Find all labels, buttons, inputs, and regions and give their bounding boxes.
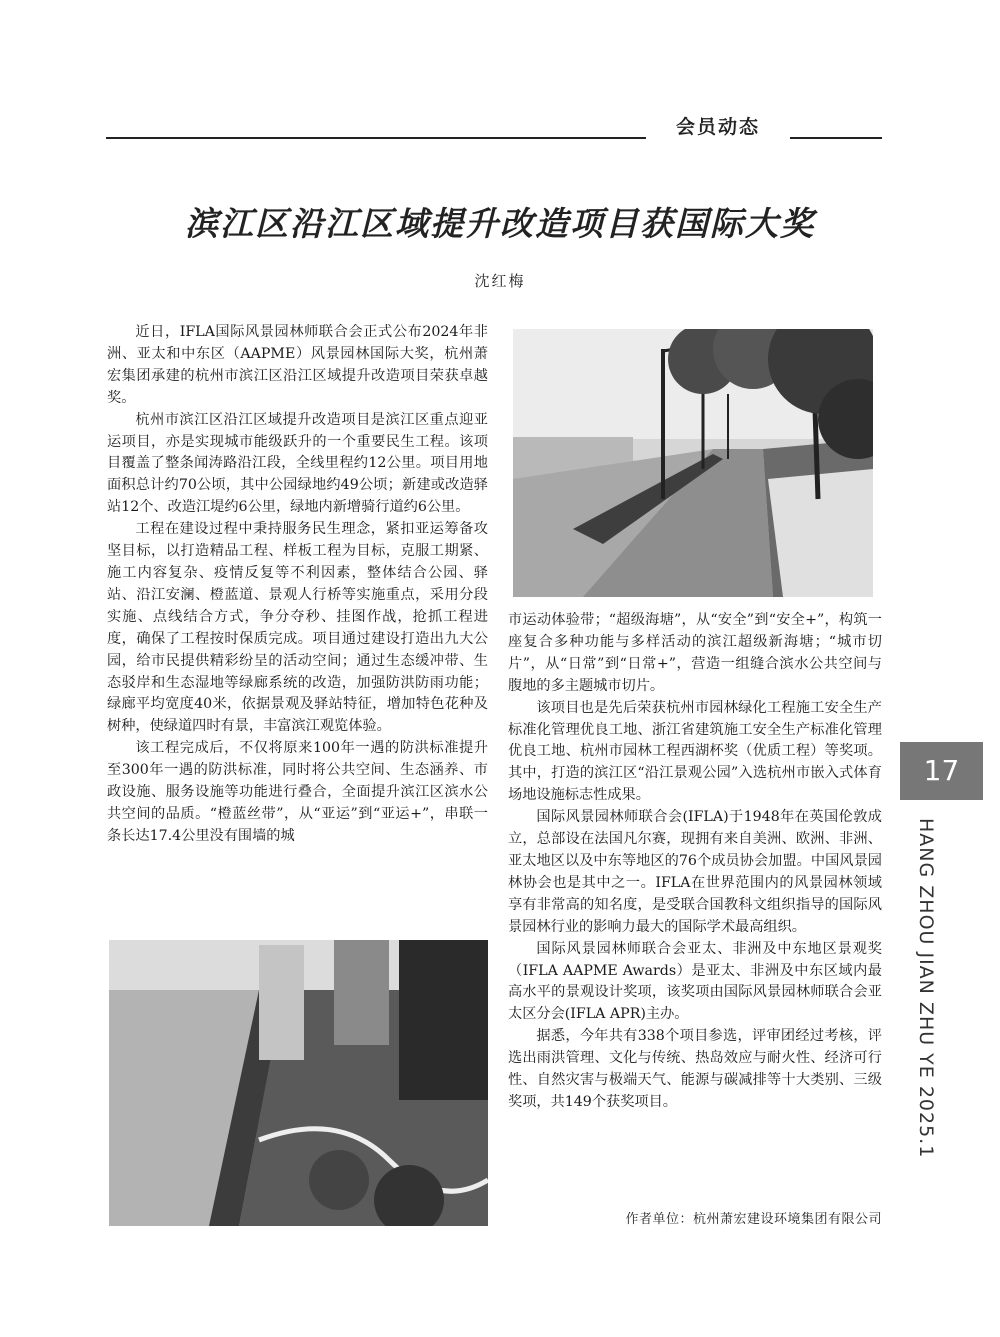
- article-author: 沈红梅: [474, 272, 526, 290]
- paragraph: 国际风景园林师联合会亚太、非洲及中东地区景观奖（IFLA AAPME Awards）是亚太、非洲及中东区域内最高水平的景观设计奖项，该奖项由国际风景园林师联合会亚太区分会(IFLA APR)主办。: [508, 940, 882, 1023]
- journal-running-title: HANG ZHOU JIAN ZHU YE 2025.1: [915, 818, 937, 1159]
- header-rule-left: [106, 137, 646, 139]
- paragraph: 该项目也是先后荣获杭州市园林绿化工程施工安全生产标准化管理优良工地、浙江省建筑施工安全生产标准化管理优良工地、杭州市园林工程西湖杯奖（优质工程）等奖项。其中，打造的滨江区“沿江景观公园”入选杭州市嵌入式体育场地设施标志性成果。: [508, 699, 882, 804]
- article-title: 滨江区沿江区域提升改造项目获国际大奖: [185, 204, 815, 243]
- paragraph: 该工程完成后，不仅将原来100年一遇的防洪标准提升至300年一遇的防洪标准，同时将公共空间、生态涵养、市政设施、服务设施等功能进行叠合，全面提升滨江区滨水公共空间的品质。“橙蓝丝带”，从“亚运”到“亚运+”，串联一条长达17.4公里没有围墙的城: [107, 740, 488, 844]
- paragraph: 近日，IFLA国际风景园林师联合会正式公布2024年非洲、亚太和中东区（AAPME）风景园林国际大奖，杭州萧宏集团承建的杭州市滨江区沿江区域提升改造项目荣获卓越奖。: [107, 324, 488, 406]
- section-label: 会员动态: [675, 116, 760, 138]
- paragraph: 市运动体验带；“超级海塘”，从“安全”到“安全+”，构筑一座复合多种功能与多样活动的滨江超级新海塘；“城市切片”，从“日常”到“日常+”，营造一组缝合滨水公共空间与腹地的多主题城市切片。: [508, 612, 882, 694]
- photo-aerial-riverfront: [109, 940, 488, 1226]
- body-column-left: [107, 322, 488, 848]
- paragraph: 杭州市滨江区沿江区域提升改造项目是滨江区重点迎亚运项目，亦是实现城市能级跃升的一个重要民生工程。该项目覆盖了整条闻涛路沿江段，全线里程约12公里。项目用地面积总计约70公顷，其中公园绿地约49公顷；新建或改造驿站12个、改造江堤约6公里，绿地内新增骑行道约6公里。: [107, 411, 488, 516]
- author-affiliation: 作者单位：杭州萧宏建设环境集团有限公司: [625, 1212, 882, 1227]
- paragraph: 工程在建设过程中秉持服务民生理念，紧扣亚运筹备攻坚目标，以打造精品工程、样板工程为目标，克服工期紧、施工内容复杂、疫情反复等不利因素，整体结合公园、驿站、沿江安澜、橙蓝道、景观人行桥等实施重点，采用分段实施、点线结合方式，争分夺秒、挂图作战，抢抓工程进度，确保了工程按时保质完成。项目通过建设打造出九大公园，给市民提供精彩纷呈的活动空间；通过生态缓冲带、生态驳岸和生态湿地等绿廊系统的改造，加强防洪防雨功能；绿廊平均宽度40米，依据景观及驿站特征，增加特色花种及树种，使绿道四时有景，丰富滨江观览体验。: [107, 521, 488, 735]
- page-number: 17: [900, 742, 983, 800]
- body-column-right: [508, 610, 882, 1114]
- paragraph: 国际风景园林师联合会(IFLA)于1948年在英国伦敦成立，总部设在法国凡尔赛，现拥有来自美洲、欧洲、非洲、亚太地区以及中东等地区的76个成员协会加盟。中国风景园林协会也是其中之一。IFLA在世界范围内的风景园林领域享有非常高的知名度，是受联合国教科文组织指导的国际风景园林行业的影响力最大的国际学术最高组织。: [508, 809, 882, 935]
- header-rule-right: [790, 137, 882, 139]
- photo-riverside-walkway: [513, 329, 873, 597]
- paragraph: 据悉，今年共有338个项目参选，评审团经过考核，评选出雨洪管理、文化与传统、热岛效应与耐火性、经济可行性、自然灾害与极端天气、能源与碳减排等十大类别、三级奖项，共149个获奖项目。: [508, 1028, 882, 1110]
